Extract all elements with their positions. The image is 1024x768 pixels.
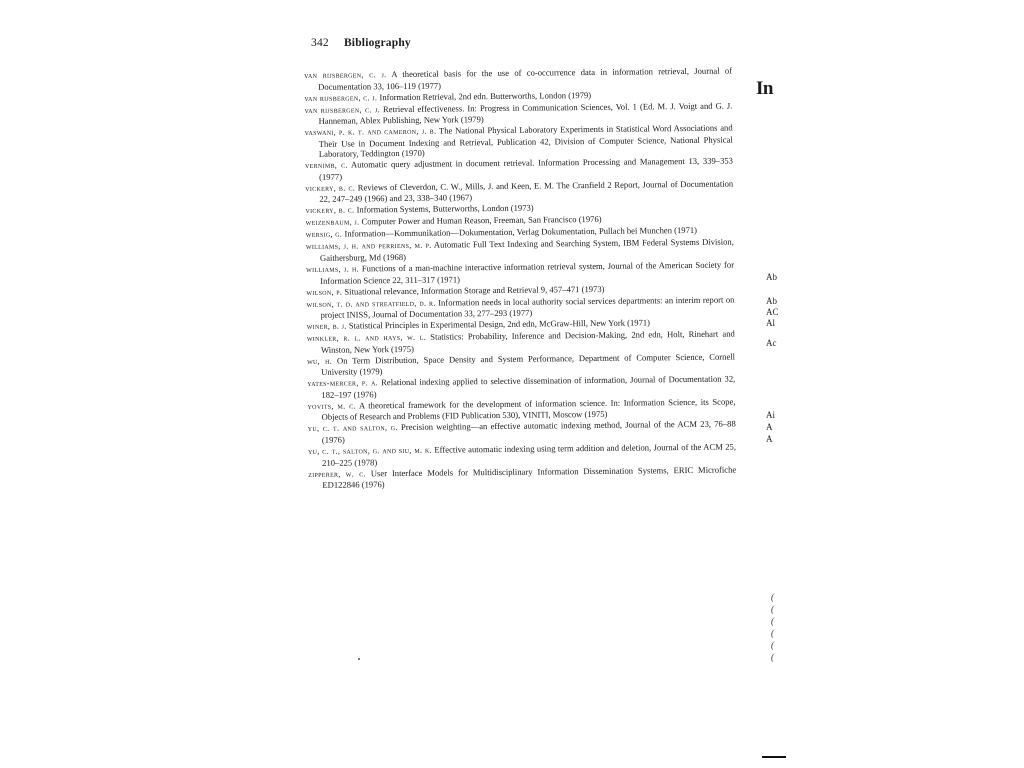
entry-reference: Situational relevance, Information Storage and Retrieval 9, 457–471 (1973) — [344, 283, 605, 297]
entry-author: yu, c. t. and salton, g. — [307, 423, 398, 434]
bibliography-list — [304, 66, 736, 492]
facing-tick: ( — [771, 604, 774, 614]
entry-reference: On Term Distribution, Space Density and System Performance, Department of Computer Science, Cornell University (1979) — [321, 351, 736, 378]
entry-author: vickery, b. c. — [305, 183, 356, 193]
facing-fragment: Al — [766, 318, 775, 328]
entry-author: winkler, r. l. and hays, w. l. — [306, 332, 427, 344]
facing-tick: ( — [771, 628, 774, 638]
entry-author: vaswani, p. k. t. and cameron, j. b. — [304, 126, 437, 138]
entry-reference: Information Retrieval, 2nd edn. Butterworths, London (1979) — [379, 89, 592, 102]
entry-reference: Relational indexing applied to selective dissemination of information, Journal of Documentation 32, 182–197 (1976) — [321, 373, 736, 400]
entry-author: vickery, b. c. — [305, 205, 355, 216]
page-number: 342 — [311, 37, 329, 49]
facing-fragment: Ab — [766, 272, 777, 282]
entry-author: wersig, g. — [305, 230, 343, 240]
facing-fragment: Ab — [766, 296, 777, 306]
scan-speck — [358, 658, 360, 660]
entry-reference: Automatic Full Text Indexing and Searching System, IBM Federal Systems Division, Gaithersburg, Md (1968) — [319, 236, 734, 263]
entry-reference: Statistical Principles in Experimental Design, 2nd edn, McGraw-Hill, New York (1971) — [348, 317, 651, 331]
entry-author: zipperer, w. c. — [308, 468, 366, 479]
facing-page-heading: In — [756, 78, 773, 99]
facing-tick: ( — [771, 592, 774, 602]
entry-reference: Precision weighting—an effective automatic indexing method, Journal of the ACM 23, 76–88 (1976) — [321, 418, 736, 445]
entry-author: wilson, p. — [306, 287, 343, 297]
entry-reference: User Interface Models for Multidisciplinary Information Dissemination Systems, ERIC Microfiche ED122846 (1976) — [322, 464, 737, 491]
entry-reference: Retrieval effectiveness. In: Progress in Communication Sciences, Vol. 1 (Ed. M. J. Voigt and G. J. Hanneman, Ablex Publishing, New York (1979) — [318, 100, 733, 127]
facing-tick: ( — [771, 652, 774, 662]
entry-reference: Information Systems, Butterworths, London (1973) — [356, 203, 534, 215]
entry-reference: Functions of a man-machine interactive information retrieval system, Journal of the American Society for Information Science 22, 311–317 (1971) — [320, 259, 735, 286]
facing-tick: ( — [771, 640, 774, 650]
entry-reference: Statistics: Probability, Inference and Decision-Making, 2nd edn, Holt, Rinehart and Winston, New York (1975) — [320, 328, 735, 355]
entry-reference: Effective automatic indexing using term addition and deletion, Journal of the ACM 25, 210–225 (1978) — [322, 441, 737, 468]
entry-reference: A theoretical framework for the development of information science. In: Information Science, its Scope, Objects of Research and Problems (FID Publication 530), VINITI, Moscow (1975) — [321, 396, 736, 423]
entry-author: van rijsbergen, c. j. — [304, 70, 387, 80]
entry-author: wilson, t. d. and streatfield, d. r. — [306, 298, 436, 309]
entry-author: yates-mercer, p. a. — [307, 378, 379, 389]
entry-author: williams, j. h. and perriens, m. p. — [305, 241, 432, 252]
facing-page-rule — [762, 756, 786, 758]
facing-fragment: A — [766, 434, 773, 444]
entry-author: vernimb, c. — [304, 160, 348, 171]
entry-author: weizenbaum, j. — [305, 217, 360, 228]
entry-author: van rijsbergen, c. j. — [304, 104, 381, 115]
entry-reference: Information needs in local authority social services departments: an interim report on project INISS, Journal of Documentation 33, 277–293 (1977) — [320, 294, 735, 320]
entry-reference: Computer Power and Human Reason, Freeman, San Francisco (1976) — [361, 214, 602, 227]
page-header — [311, 37, 411, 49]
running-title: Bibliography — [343, 37, 411, 49]
entry-reference: The National Physical Laboratory Experiments in Statistical Word Associations and Their Use in Document Indexing and Retrieval, Publication 42, Division of Computer Science, National Physical Laboratory, Teddington (1970) — [318, 122, 733, 160]
facing-fragment: Ai — [766, 410, 775, 420]
entry-author: williams, j. h. — [306, 264, 360, 274]
entry-author: van rijsbergen, c. j. — [304, 92, 378, 103]
bibliography-entry — [308, 464, 736, 491]
facing-tick: ( — [771, 616, 774, 626]
entry-reference: A theoretical basis for the use of co-occurrence data in information retrieval, Journal of Documentation 33, 106–119 (1977) — [318, 65, 733, 92]
facing-fragment: AC — [766, 307, 779, 317]
facing-fragment: A — [766, 422, 773, 432]
entry-author: wu, h. — [307, 356, 333, 366]
entry-author: winer, b. j. — [306, 321, 347, 332]
entry-author: yu, c. t., salton, g. and siu, m. k. — [307, 445, 433, 456]
entry-author: yovits, m. c. — [307, 401, 356, 411]
entry-reference: Automatic query adjustment in document retrieval. Information Processing and Management 13, 339–353 (1977) — [319, 155, 734, 182]
bibliography-entry — [305, 123, 733, 160]
facing-fragment: Ac — [766, 338, 777, 348]
entry-reference: Information—Kommunikation—Dokumentation, Verlag Dokumentation, Pullach bei Munchen (1971) — [344, 225, 698, 240]
entry-reference: Reviews of Cleverdon, C. W., Mills, J. and Keen, E. M. The Cranfield 2 Report, Journal of Documentation 22, 247–249 (1966) and 23, 338–340 (1967) — [319, 178, 734, 205]
